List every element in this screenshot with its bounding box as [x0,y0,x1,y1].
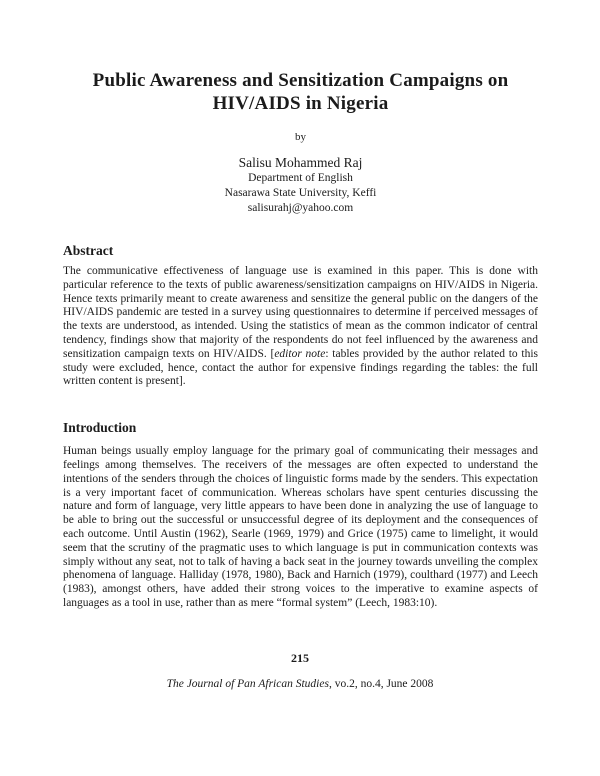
abstract-text-after-note: : tables provided by the author related to this study were excluded, hence, contact the author for expensive findings regarding the tables: the full written content is present]. [63,347,539,388]
journal-issue-info: , vo.2, no.4, June 2008 [328,678,434,690]
editor-note-label: editor note [274,347,326,360]
page-number: 215 [291,651,309,665]
abstract-paragraph [63,265,538,389]
author-name: Salisu Mohammed Raj [238,155,363,170]
abstract-heading: Abstract [63,243,114,258]
author-block [63,154,538,216]
author-department: Department of English [248,172,353,184]
byline: by [295,131,306,143]
author-institution: Nasarawa State University, Keffi [224,187,377,199]
paper-title [63,0,538,115]
author-email: salisurahj@yahoo.com [247,202,354,214]
journal-title: The Journal of Pan African Studies [166,678,329,690]
title-line-1: Public Awareness and Sensitization Campaigns on [92,70,509,91]
journal-footer [0,677,600,691]
introduction-heading: Introduction [63,420,137,436]
abstract-text-before-note: The communicative effectiveness of language use is examined in this paper. This is done with particular reference to the texts of public awareness/sensitization campaigns on HIV/AIDS in Nigeria. Hence texts primarily meant to create awareness and sensitize the general public on the dangers of the HIV/AIDS pandemic are tested in a survey using questionnaires to determine if perceived messages of the texts are understood, as intended. Using the statistics of mean as the common indicator of central tendency, findings show that majority of the respondents do not feel influenced by the awareness and sensitization campaign texts on HIV/AIDS. [ [63,265,538,360]
title-line-2: HIV/AIDS in Nigeria [212,93,389,114]
introduction-paragraph: Human beings usually employ language for the primary goal of communicating their messages and feelings among themselves. The receivers of the messages are often expected to understand the intentions of the senders through the choices of linguistic forms made by the senders. This expectation is a very important facet of communication. Whereas scholars have spent centuries discussing the nature and form of language, very little appears to have been done in analyzing the use of language to be able to bring out the successful or unsuccessful degree of its deployment and the consequences of each outcome. Until Austin (1962), Searle (1969, 1979) and Grice (1975) came to limelight, it would seem that the scrutiny of the pragmatic uses to which language is put in communication contexts was simply without any seat, not to talk of having a back seat in the journey towards unveiling the complex phenomena of language. Halliday (1978, 1980), Back and Harnich (1979), coulthard (1977) and Leech (1983), amongst others, have added their strong voices to the imperative to examine aspects of languages as a tool in use, rather than as mere “formal system” (Leech, 1983:10). [63,445,538,609]
